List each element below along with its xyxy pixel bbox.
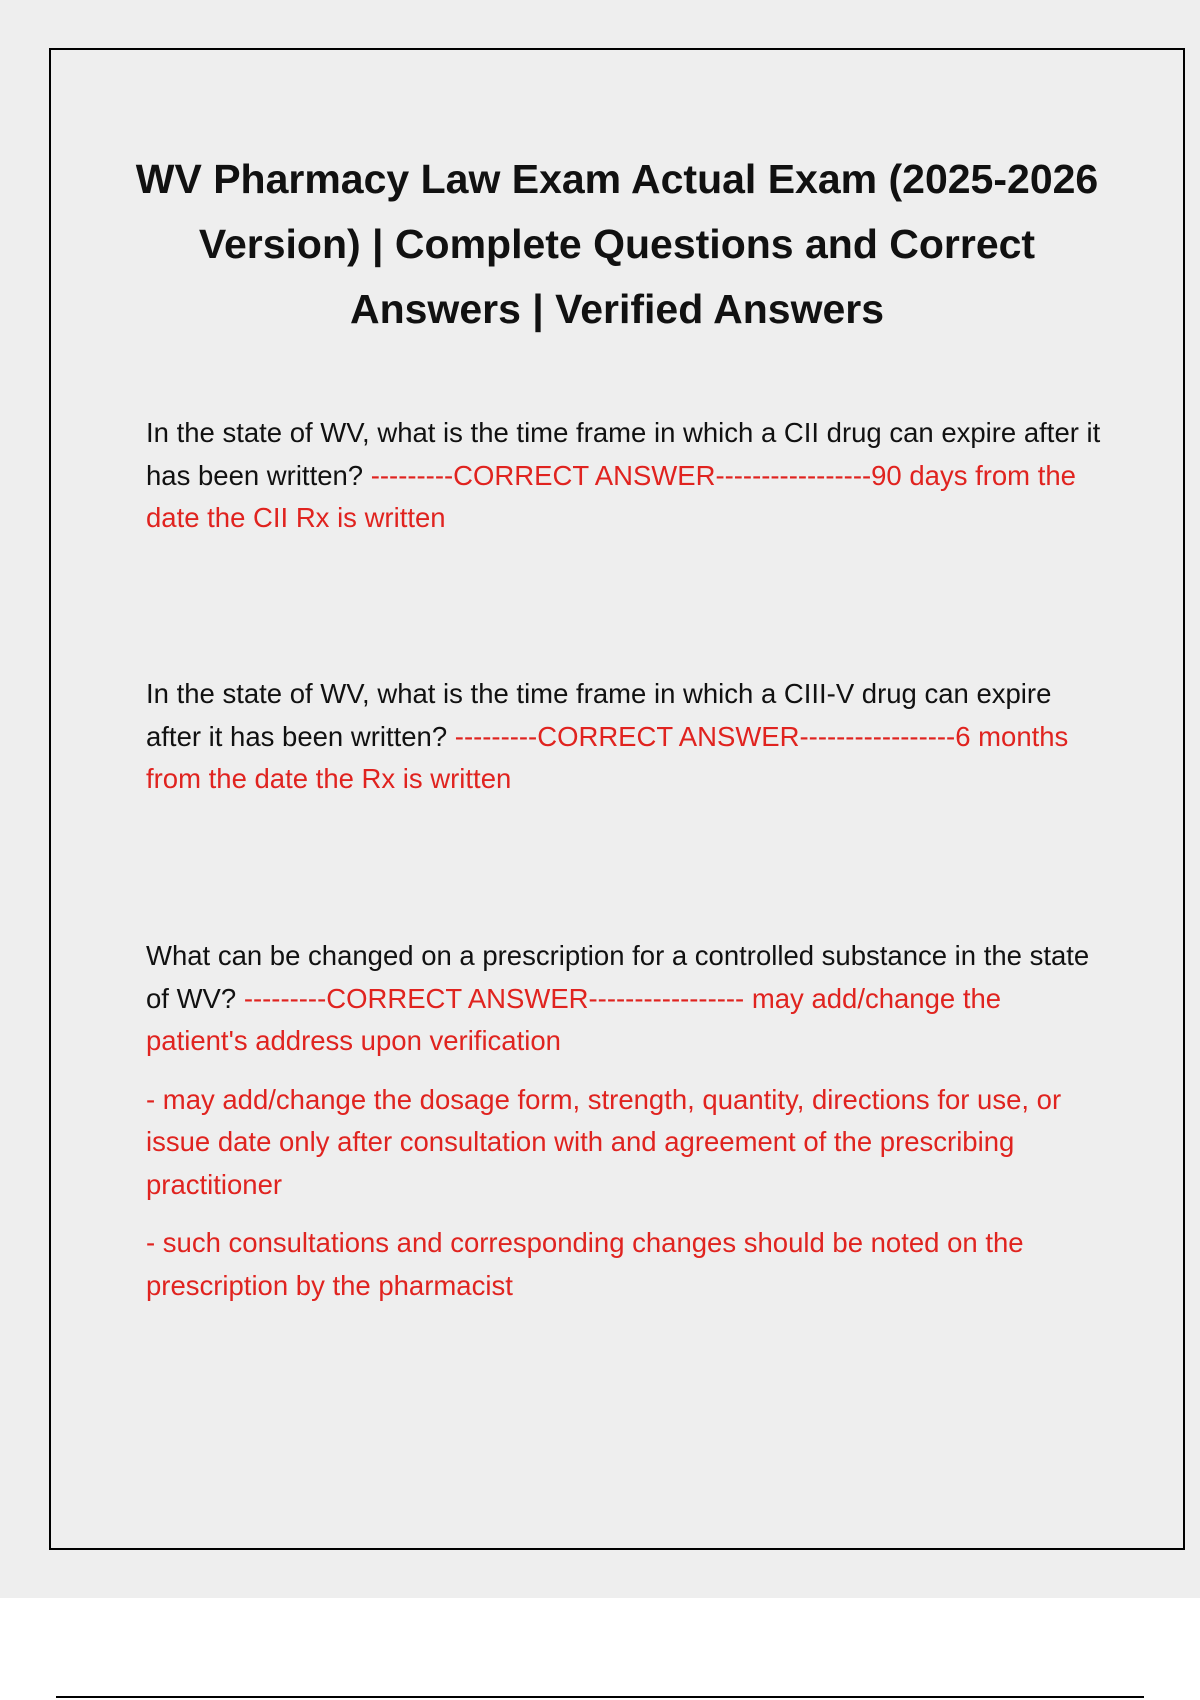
qa-item-2 bbox=[146, 673, 1106, 801]
qa-paragraph bbox=[146, 412, 1106, 540]
question-text: In the state of WV, what is the time frame in which a CIII-V drug can expire after it has been written? bbox=[146, 678, 1052, 752]
answer-continuation: - may add/change the dosage form, strength, quantity, directions for use, or issue date only after consultation with and agreement of the prescribing practitioner bbox=[146, 1083, 1062, 1200]
answer-text: ---------CORRECT ANSWER-----------------90 days from the date the CII Rx is written bbox=[146, 459, 1076, 533]
answer-text: ---------CORRECT ANSWER-----------------6 months from the date the Rx is written bbox=[146, 720, 1069, 794]
qa-paragraph bbox=[146, 935, 1106, 1063]
document-title: WV Pharmacy Law Exam Actual Exam (2025-2026 Version) | Complete Questions and Correct Answers | Verified Answers bbox=[135, 156, 1099, 332]
qa-item-3 bbox=[146, 935, 1106, 1307]
question-text: In the state of WV, what is the time frame in which a CII drug can expire after it has been written? bbox=[146, 417, 1101, 491]
answer-text: ---------CORRECT ANSWER----------------- may add/change the patient's address upon verification bbox=[146, 982, 1002, 1056]
qa-paragraph bbox=[146, 673, 1106, 801]
answer-continuation: - such consultations and corresponding changes should be noted on the prescription by the pharmacist bbox=[146, 1227, 1024, 1301]
qa-item-1 bbox=[146, 412, 1106, 540]
bottom-rule bbox=[56, 1696, 1144, 1698]
question-text: What can be changed on a prescription for a controlled substance in the state of WV? bbox=[146, 940, 1090, 1014]
